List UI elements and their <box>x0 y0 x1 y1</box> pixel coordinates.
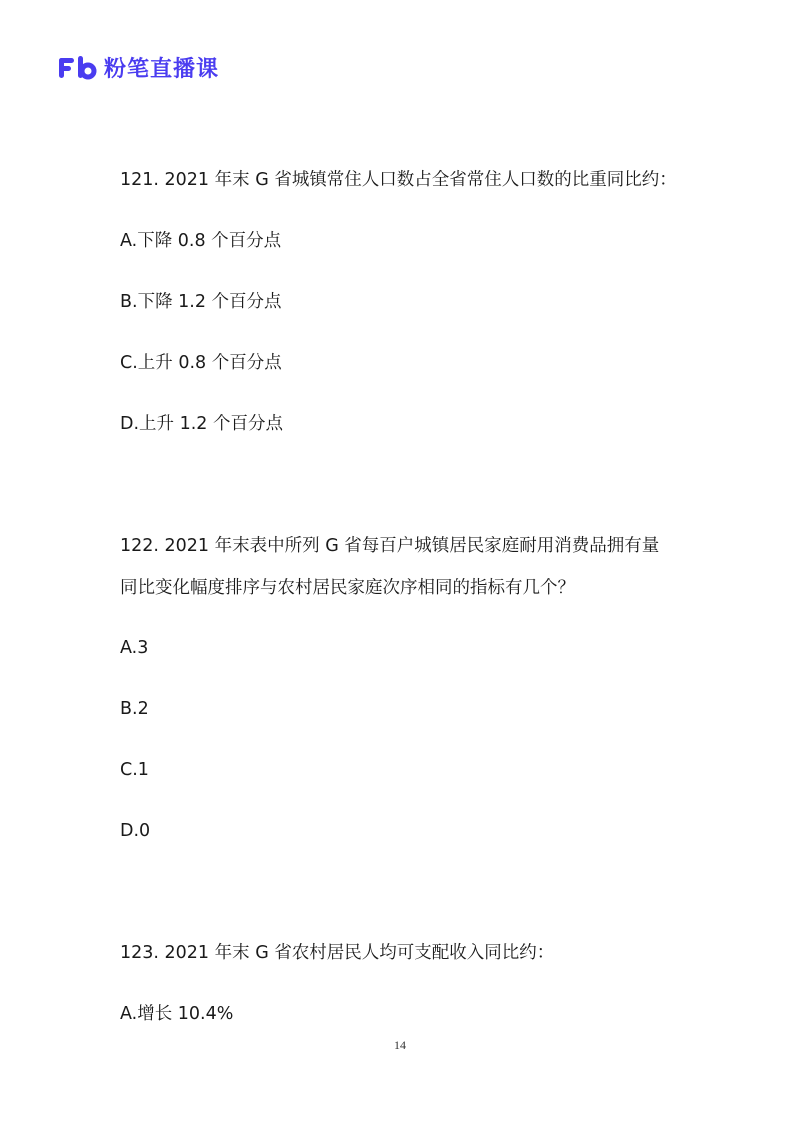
question-121-option-d: D.上升 1.2 个百分点 <box>120 414 283 434</box>
fb-logo-icon <box>58 55 98 81</box>
question-122-option-d: D.0 <box>120 821 151 841</box>
question-121-option-b: B.下降 1.2 个百分点 <box>120 292 282 312</box>
question-123-option-a: A.增长 10.4% <box>120 1004 234 1024</box>
question-122-option-c: C.1 <box>120 760 149 780</box>
brand-name: 粉笔直播课 <box>104 57 220 82</box>
question-123-stem: 123. 2021 年末 G 省农村居民人均可支配收入同比约： <box>120 943 555 963</box>
header-logo <box>58 52 219 83</box>
question-121-stem: 121. 2021 年末 G 省城镇常住人口数占全省常住人口数的比重同比约： <box>120 170 677 190</box>
question-122-stem-line2: 同比变化幅度排序与农村居民家庭次序相同的指标有几个？ <box>120 578 575 598</box>
question-122-option-b: B.2 <box>120 699 149 719</box>
question-121-option-a: A.下降 0.8 个百分点 <box>120 231 282 251</box>
page-number: 14 <box>394 1038 406 1052</box>
question-121-option-c: C.上升 0.8 个百分点 <box>120 353 282 373</box>
question-122-stem-line1: 122. 2021 年末表中所列 G 省每百户城镇居民家庭耐用消费品拥有量 <box>120 536 660 556</box>
question-122-option-a: A.3 <box>120 638 149 658</box>
